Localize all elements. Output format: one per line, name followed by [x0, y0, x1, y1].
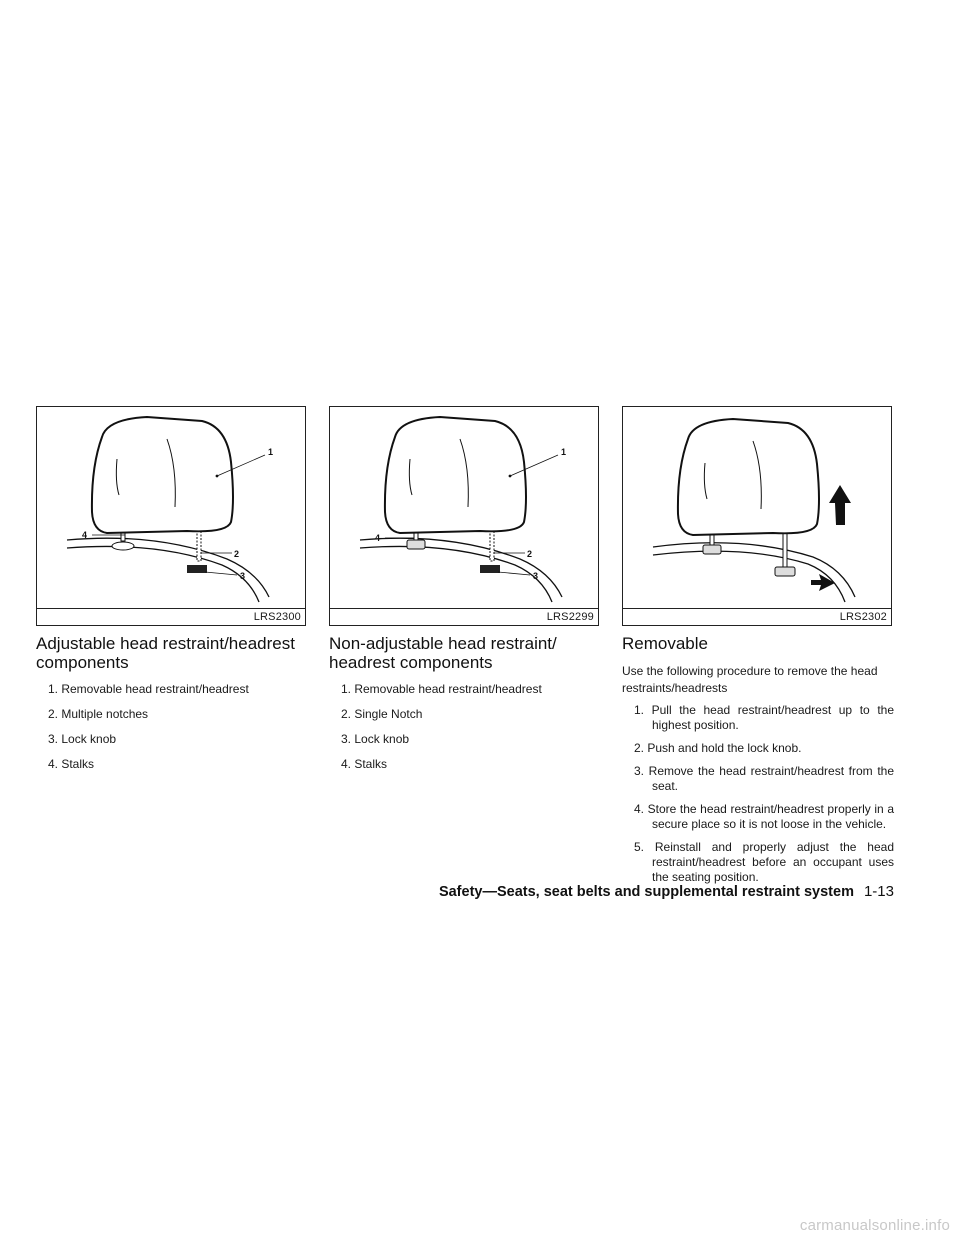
figure-code: LRS2299: [330, 608, 598, 625]
intro-text: Use the following procedure to remove the head restraints/headrests: [622, 664, 878, 695]
list-item: 1. Pull the head restraint/headrest up to the highest position.: [634, 703, 894, 732]
figure-code: LRS2302: [623, 608, 891, 625]
headrest-illustration: [623, 407, 891, 609]
section-adjustable: [36, 406, 308, 782]
list-item: 2. Push and hold the lock knob.: [634, 741, 802, 755]
list-item: 1. Removable head restraint/headrest: [48, 682, 249, 696]
list-item: 4. Store the head restraint/headrest properly in a secure place so it is not loose in the vehicle.: [634, 802, 894, 831]
callout-1: 1: [268, 447, 274, 457]
section-heading: Non-adjustable head restraint/ headrest components: [329, 634, 557, 672]
components-list: [329, 682, 601, 771]
list-item: 1. Removable head restraint/headrest: [341, 682, 542, 696]
list-item: 3. Remove the head restraint/headrest from the seat.: [634, 764, 894, 793]
components-list: [36, 682, 308, 771]
page-number: 1-13: [863, 883, 894, 900]
section-heading: Adjustable head restraint/headrest components: [36, 634, 295, 672]
arrow-up-icon: [829, 485, 851, 525]
section-removable: [622, 406, 894, 893]
steps-list: [622, 703, 894, 885]
footer-section-title: Safety—Seats, seat belts and supplemental restraint system: [438, 884, 854, 900]
list-item: 4. Stalks: [341, 757, 388, 771]
figure-adjustable-headrest: [36, 406, 306, 626]
callout-1: 1: [561, 447, 567, 457]
figure-non-adjustable-headrest: [329, 406, 599, 626]
headrest-illustration: [330, 407, 598, 609]
callout-2: 2: [527, 549, 533, 559]
arrow-left-icon: [811, 574, 835, 591]
list-item: 5. Reinstall and properly adjust the head restraint/headrest before an occupant uses the seating position.: [634, 840, 894, 884]
list-item: 2. Single Notch: [341, 707, 423, 721]
list-item: 3. Lock knob: [48, 732, 117, 746]
figure-removable-headrest: [622, 406, 892, 626]
callout-3: 3: [240, 571, 246, 581]
callout-4: 4: [375, 533, 381, 543]
callout-3: 3: [533, 571, 539, 581]
watermark: carmanualsonline.info: [799, 1217, 950, 1234]
section-heading: Removable: [622, 634, 708, 653]
list-item: 3. Lock knob: [341, 732, 410, 746]
page-footer: [439, 883, 894, 900]
callout-2: 2: [234, 549, 240, 559]
section-non-adjustable: [329, 406, 601, 782]
list-item: 4. Stalks: [48, 757, 95, 771]
callout-4: 4: [82, 530, 88, 540]
list-item: 2. Multiple notches: [48, 707, 149, 721]
figure-code: LRS2300: [37, 608, 305, 625]
headrest-illustration: [37, 407, 305, 609]
